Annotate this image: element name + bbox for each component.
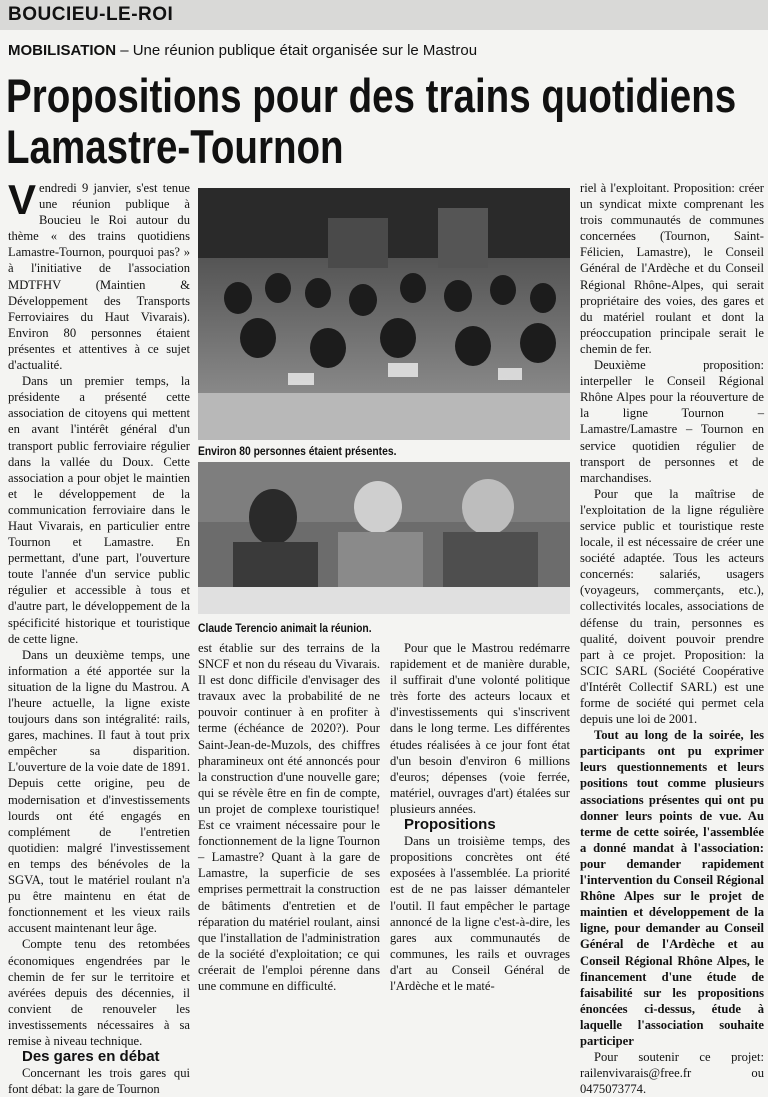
paragraph — [8, 176, 190, 373]
section-heading: Propositions — [404, 816, 496, 834]
photo-caption: Claude Terencio animait la réunion. — [198, 621, 372, 635]
section-heading: Des gares en débat — [22, 1048, 160, 1066]
photo-audience — [198, 188, 570, 440]
paragraph: riel à l'exploitant. Proposition: créer un syndicat mixte comprenant les trois communautés de communes concernées (Tournon, Saint-Félicien, Lamastre), le Conseil Général de l'Ardèche et du Conseil Régional Rhône-Alpes, qui serait propriétaire des voies, des gares et du matériel roulant et dont la préoccupation principale serait le chemin de fer. — [580, 181, 764, 356]
photo-caption: Environ 80 personnes étaient présentes. — [198, 444, 397, 458]
photo-audience-image — [198, 188, 570, 440]
paragraph: Concernant les trois gares qui font débat: la gare de Tournon — [8, 1066, 190, 1097]
article-column-3 — [390, 640, 570, 994]
paragraph: Tout au long de la soirée, les participants ont pu exprimer leurs questionnements et leurs positions tout comme plusieurs associations présentes qui ont pu donner leurs points de vue. Au terme de cette soirée, l'assemblée a donné mandat à l'association: pour demander rapidement l'intervention du Conseil Régional Rhône Alpes sur le projet de maintien et développement de la ligne, pour demander au Conseil Général de l'Ardèche et au Conseil Régional Rhône Alpes, le financement d'une étude de faisabilité sur les propositions énoncées ci-dessus, étude à laquelle l'association souhaite participer — [580, 728, 764, 1048]
drop-cap: V — [8, 176, 37, 223]
rubric-title: BOUCIEU-LE-ROI — [8, 4, 174, 25]
headline — [6, 69, 737, 173]
paragraph: Dans un troisième temps, des propositions concrètes ont été exposées à l'assemblée. La priorité est de ne pas laisser démanteler l'outil. Il faut empêcher le partage annoncé de la ligne c'est-à-dire, les gares aux communautés de communes, les rails et ouvrages d'art au Conseil Général de l'Ardèche et le maté- — [390, 834, 570, 993]
article-column-4 — [580, 180, 764, 1097]
headline-line-1: Propositions pour des trains quotidiens — [6, 69, 737, 122]
paragraph: Deuxième proposition: interpeller le Conseil Régional Rhône Alpes pour la réouverture de la ligne Tournon – Lamastre/Lamastre – Tournon en service quotidien régulier de transport de personnes et de marchandises. — [580, 358, 764, 485]
paragraph: Pour que le Mastrou redémarre rapidement et de manière durable, il suffirait d'une volonté politique très forte des acteurs locaux et d'investissements qui s'inscrivent dans le long terme. Les différentes études réalisées à ce jour font état d'un besoin d'environ 6 millions d'euros; dépenses (voie ferrée, matériel, ouvrages d'art) étalées sur plusieurs années. — [390, 641, 570, 816]
article-column-2 — [198, 640, 380, 994]
paragraph-text: endredi 9 janvier, s'est tenue une réunion publique à Boucieu le Roi autour du thème « des trains quotidiens Lamastre-Tournon, pourquoi pas? » à l'initiative de l'association MDTFHV (Maintien & Développement des Transports Ferroviaires du Haut Vivarais). Environ 80 personnes étaient présentes et attentives à ce sujet d'actualité. — [8, 181, 190, 373]
kicker-label: MOBILISATION — [8, 42, 117, 59]
headline-line-2: Lamastre-Tournon — [6, 120, 344, 173]
article-column-1 — [8, 176, 190, 1097]
paragraph: Compte tenu des retombées économiques engendrées par le chemin de fer sur le territoire et avérées depuis des décennies, il convient de renouveler les investissements nécessaires à sa remise à niveau technique. — [8, 937, 190, 1048]
paragraph: Dans un deuxième temps, une information a été apportée sur la situation de la ligne du Mastrou. A l'heure actuelle, la ligne existe toujours dans son intégralité: rails, gares, machines. Il faut à tout prix empêcher sa disparition. L'ouverture de la voie date de 1891. Depuis cette origine, peu de modernisation et d'investissements lourds ont été engagés en complément de l'entretien quotidien: malgré l'investissement en temps des bénévoles de la SGVA, tout le matériel roulant n'a pu être maintenu en état de fonctionnement et les vieux rails accusent maintenant leur âge. — [8, 647, 190, 936]
paragraph: Pour que la maîtrise de l'exploitation de la ligne régulière service public et touristique reste locale, il est nécessaire de créer une société adaptée. Tous les acteurs concernés: salariés, usagers (voyageurs, commerçants, etc.), collectivités locales, associations de défense du train, personnes es qualité, doivent pouvoir prendre part à ce projet. Proposition: la SCIC SARL (Société Coopérative d'Intérêt Collectif SARL) est une forme de société qui permet cela depuis une loi de 2001. — [580, 486, 764, 727]
photo-speakers — [198, 462, 570, 614]
photo-speakers-image — [198, 462, 570, 614]
kicker-text: – Une réunion publique était organisée sur le Mastrou — [116, 42, 478, 59]
paragraph: Dans un premier temps, la présidente a présenté cette association de citoyens qui mettent en avant l'intérêt général d'un transport public ferroviaire régulier dans la vallée du Doux. Cette association a pour objet le maintien et le développement de la communication ferroviaire dans le Haut Vivarais, en particulier entre Tournon et Lamastre. En permettant, d'une part, l'ouverture toute l'année d'un service public régulier et accessible à tous et d'autre part, le développement de la spécificité historique et touristique de cette ligne. — [8, 374, 190, 646]
kicker — [8, 42, 477, 59]
paragraph: est établie sur des terrains de la SNCF et non du réseau du Vivarais. Il est donc difficile d'envisager des travaux avec la probabilité de ne pouvoir continuer à en profiter à terme (échéance de 2020?). Pour Saint-Jean-de-Muzols, des chiffres pharamineux ont été annoncés pour la construction d'une nouvelle gare; qui se révèle être en fin de compte, un projet de complexe touristique! Est ce vraiment nécessaire pour le fonctionnement de la ligne Tournon – Lamastre? Quant à la gare de Lamastre, la superficie de ses emprises permettrait la construction de bâtiments d'entretien et de réparation du matériel roulant, ainsi que l'installation de l'administration de la société d'exploitation; ce qui créerait de l'emploi pérenne dans une commune en difficulté. — [198, 641, 380, 993]
contact-line: Pour soutenir ce projet: railenvivarais@free.fr ou 0475073774. — [580, 1050, 764, 1097]
